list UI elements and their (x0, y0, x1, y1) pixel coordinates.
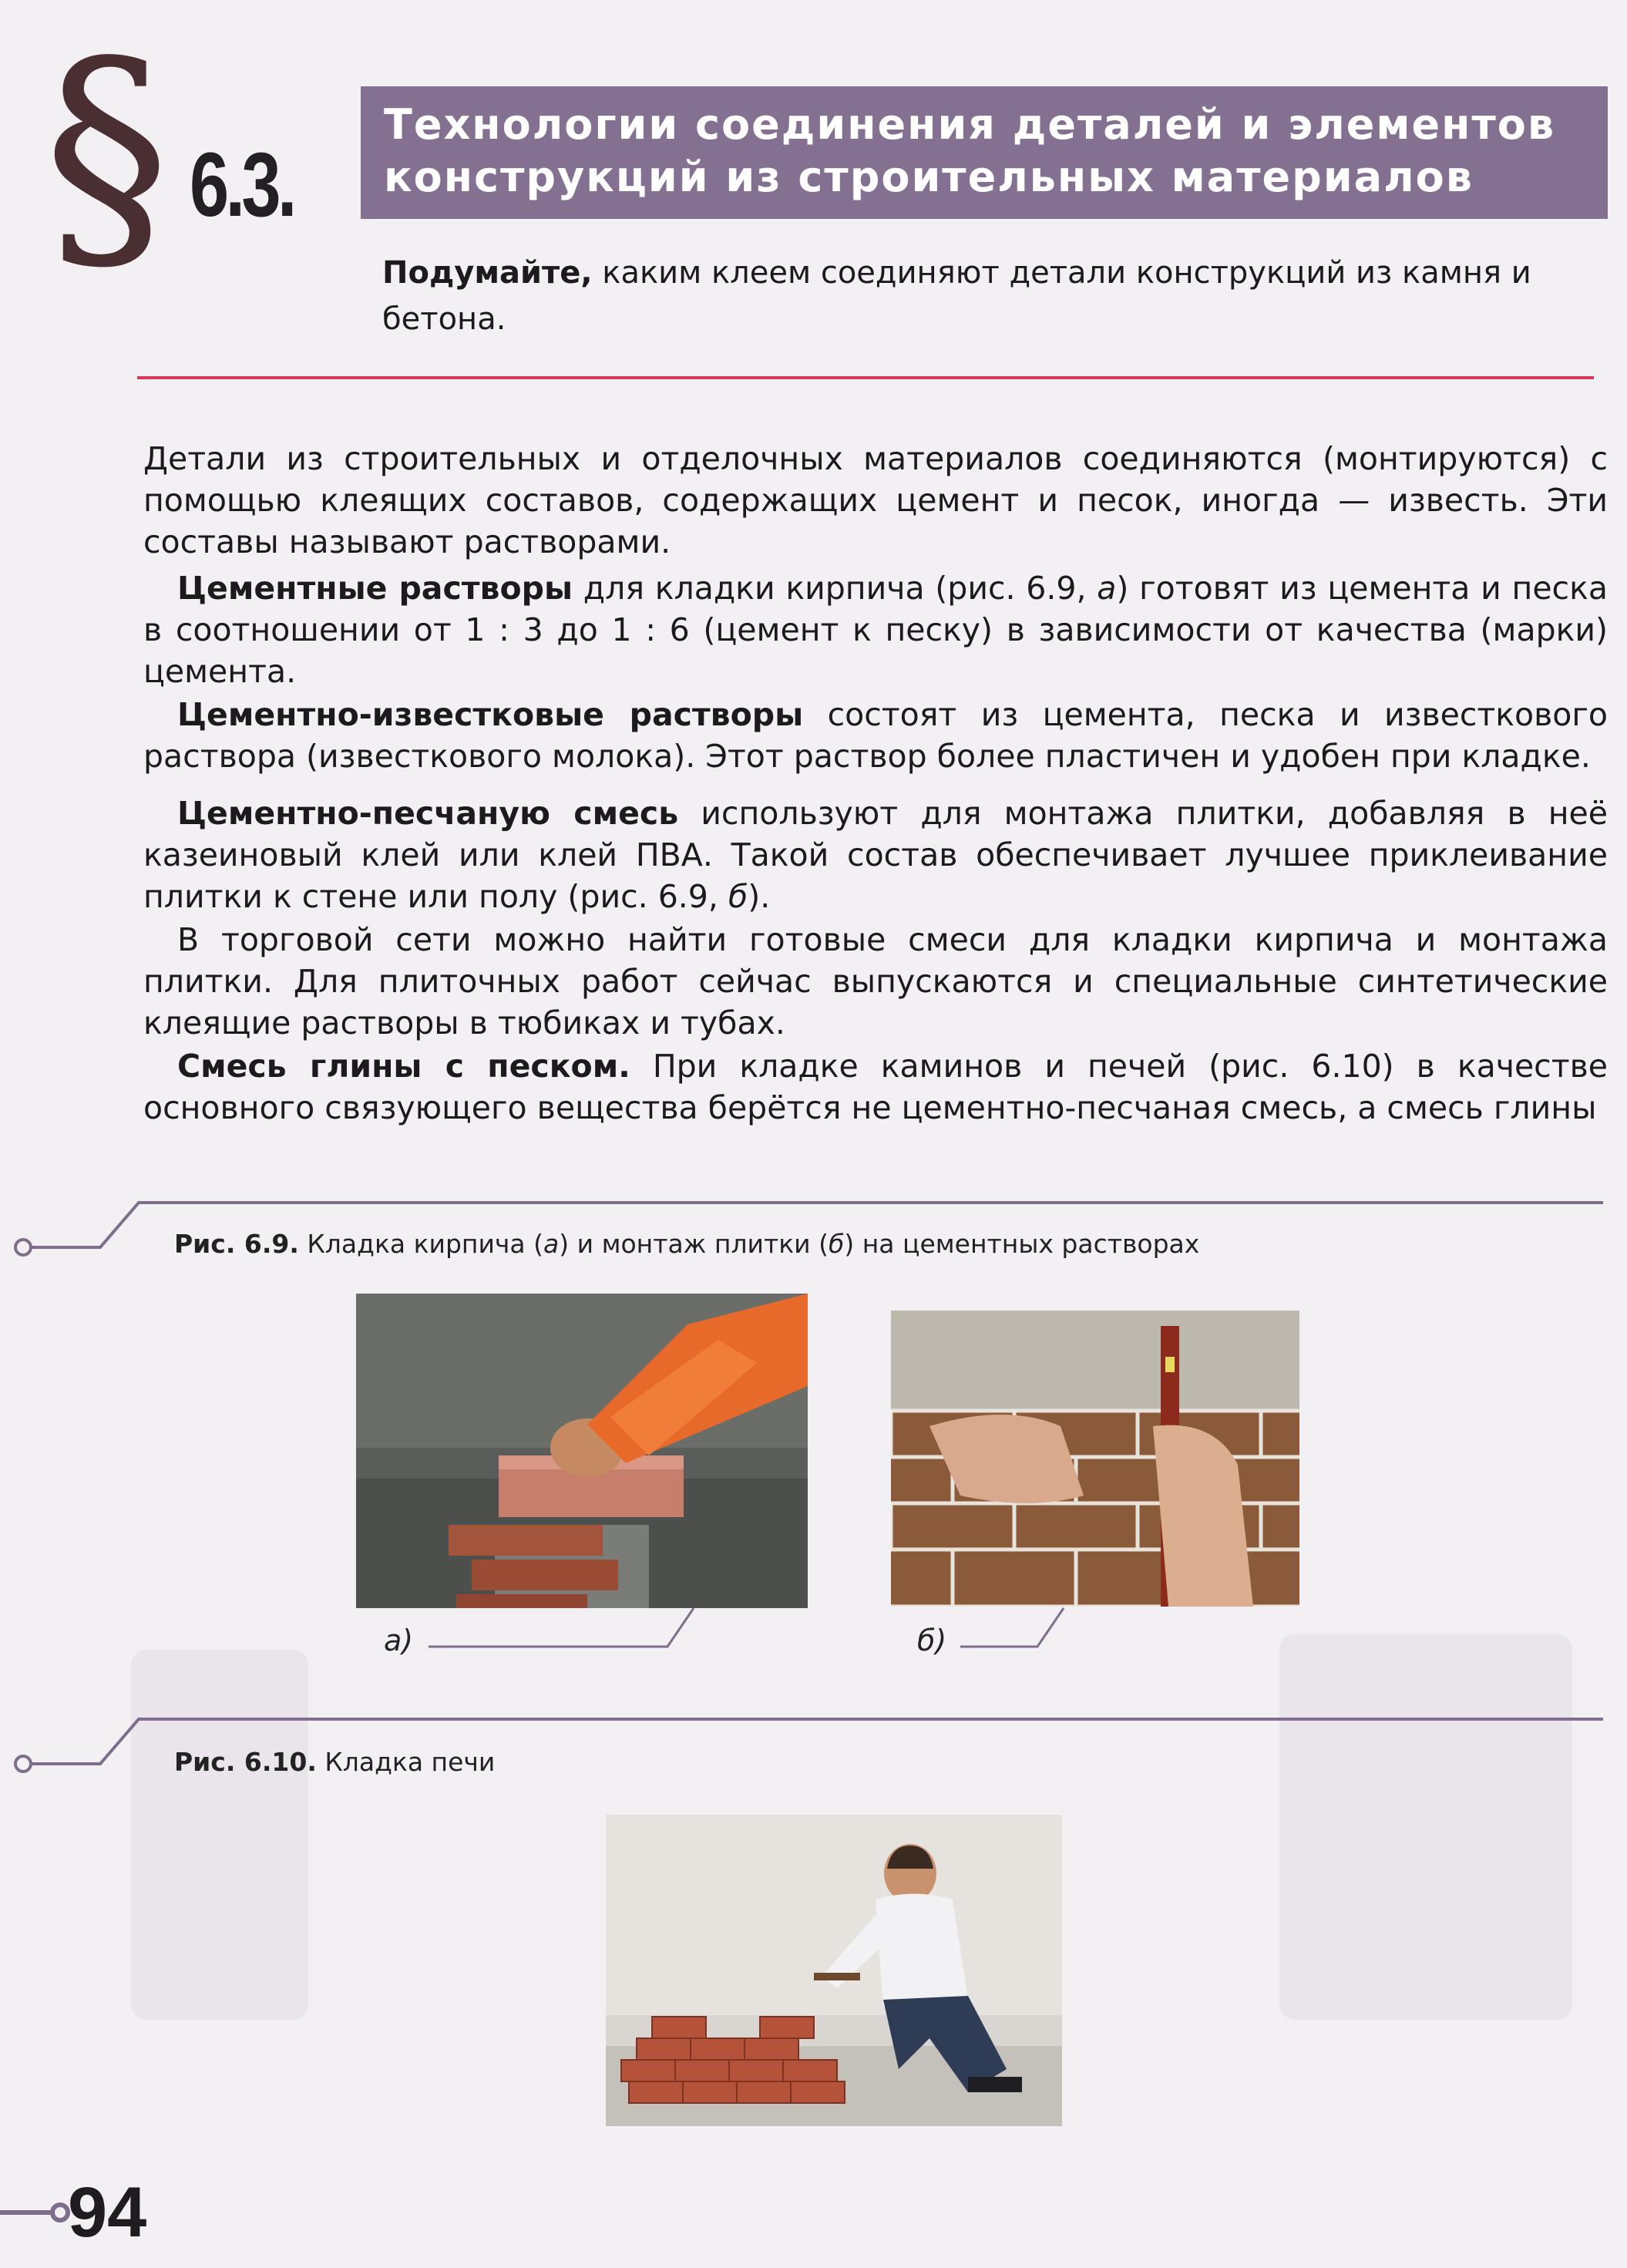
paragraph-2-italic: а (1097, 570, 1117, 607)
term-cement-lime-mortar: Цементно-известковые растворы (177, 696, 804, 733)
page-number: 94 (68, 2173, 147, 2252)
paragraph-3 (143, 694, 1608, 777)
figure-6-9-sublabel-b: б) (917, 1624, 947, 1657)
figure-6-10-caption (174, 1747, 495, 1777)
paragraph-2 (143, 567, 1608, 692)
bleed-through-ghost (1279, 1634, 1572, 2020)
photo-brick-laying (356, 1294, 808, 1608)
section-number: 6.3. (190, 134, 294, 236)
section-title-band (361, 86, 1608, 219)
photo-tile-mounting (891, 1311, 1299, 1607)
section-title-line2: конструкций из строительных материалов (384, 153, 1474, 201)
fig69-mid: ) и монтаж плитки ( (559, 1229, 829, 1259)
fig69-b: б (828, 1229, 845, 1259)
paragraph-2-text-b: ) готовят из цемента и песка в соотношении от 1 : 3 до 1 : 6 (цемент к песку) в зависимости от качества (марки) цемента. (143, 570, 1608, 690)
fig610-text: Кладка печи (316, 1747, 496, 1777)
figure-6-9-label: Рис. 6.9. (174, 1229, 299, 1259)
paragraph-4-italic: б (728, 878, 748, 915)
think-text: каким клеем соединяют детали конструкций из камня и бетона. (382, 255, 1531, 337)
paragraph-5: В торговой сети можно найти готовые смеси для кладки кирпича и монтажа плитки. Для плиточных работ сейчас выпускаются и специальные синтетические клеящие растворы в тюбиках и тубах. (143, 921, 1608, 1041)
figure-6-9-caption (174, 1229, 1199, 1259)
section-title-line1: Технологии соединения деталей и элементов (384, 100, 1556, 149)
term-clay-sand-mix: Смесь глины с песком. (177, 1048, 630, 1085)
section-sign: § (43, 7, 170, 303)
paragraph-3-text: состоят из цемента, песка и известкового раствора (известкового молока). Этот раствор более пластичен и удобен при кладке. (143, 696, 1608, 775)
paragraph-2-text-a: для кладки кирпича (рис. 6.9, (573, 570, 1098, 607)
paragraph-6-text: При кладке каминов и печей (рис. 6.10) в качестве основного связующего вещества берётся не цементно-песчаная смесь, а смесь глины (143, 1048, 1608, 1126)
fig69-text: Кладка кирпича ( (298, 1229, 544, 1259)
paragraph-4 (143, 792, 1608, 917)
term-cement-mortar: Цементные растворы (177, 570, 573, 607)
think-box (137, 245, 1594, 379)
fig69-end: ) на цементных растворах (844, 1229, 1200, 1259)
paragraph-1: Детали из строительных и отделочных материалов соединяются (монтируются) с помощью клеящих составов, содержащих цемент и песок, иногда — известь. Эти составы называют растворами. (143, 440, 1608, 560)
section-title (384, 99, 1594, 204)
figure-6-9-sublabel-a: а) (384, 1624, 414, 1657)
think-question (382, 250, 1585, 342)
figure-6-10-label: Рис. 6.10. (174, 1747, 317, 1777)
paragraph-4-text-b: ). (748, 878, 771, 915)
photo-stove-laying (606, 1815, 1062, 2126)
paragraph-4-text-a: используют для монтажа плитки, добавляя в неё казеиновый клей или клей ПВА. Такой состав обеспечивает лучшее приклеивание плитки к стене или полу (рис. 6.9, (143, 795, 1608, 915)
sublabel-connector-lines (0, 1603, 1627, 1665)
paragraph-6 (143, 1045, 1608, 1129)
term-cement-sand-mix: Цементно-песчаную смесь (177, 795, 679, 832)
think-label: Подумайте, (382, 255, 593, 291)
fig69-a: а (543, 1229, 560, 1259)
